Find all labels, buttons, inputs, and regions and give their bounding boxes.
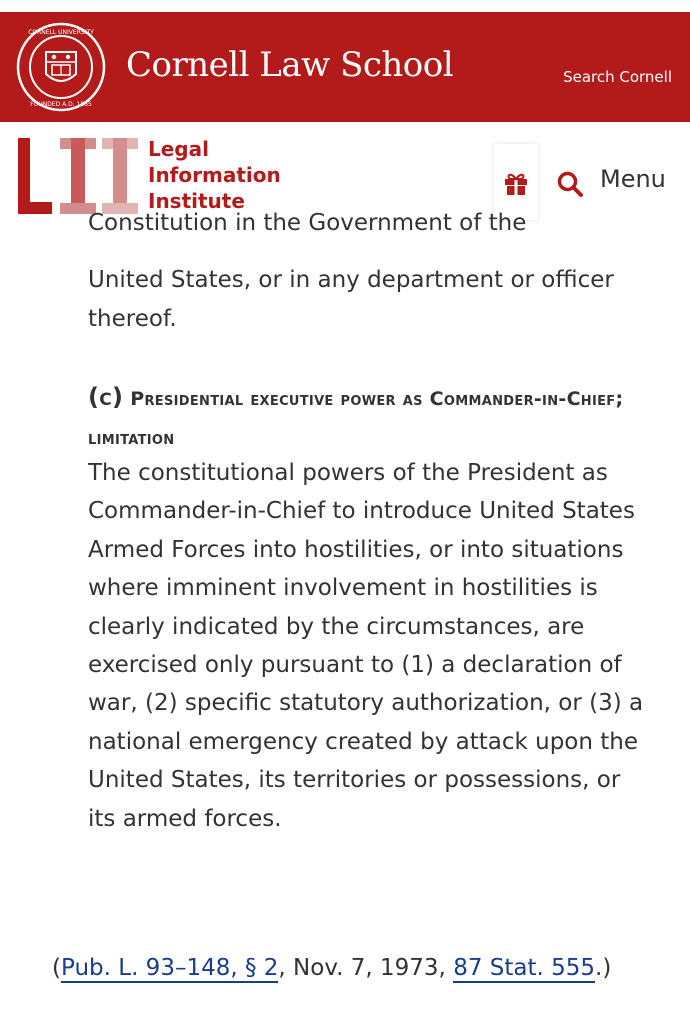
cutoff-text-line: [88, 210, 648, 238]
section-body: The constitutional powers of the President as Commander-in-Chief to introduce United States Armed Forces into hostilities, or into situations where imminent involvement in hostilities is clearly indicated by the circumstances, are exercised only pursuant to (1) a declaration of war, (2) specific statutory authorization, or (3) a national emergency created by attack upon the United States, its territories or possessions, or its armed forces.: [88, 460, 644, 832]
section-heading-text: Presidential executive power as Commander-in-Chief; limitation: [88, 388, 624, 449]
citation-close: .): [595, 955, 612, 981]
donate-button[interactable]: [494, 144, 538, 220]
cutoff-text: Constitution in the Government of the: [88, 210, 527, 236]
lii-name-line1: Legal: [148, 137, 209, 161]
search-icon[interactable]: [556, 170, 584, 198]
section-heading-letter: (c): [88, 383, 124, 411]
cornell-seal-logo[interactable]: [16, 22, 106, 112]
cornell-header-bar: [0, 12, 690, 122]
stat-link[interactable]: 87 Stat. 555: [453, 955, 596, 981]
lii-institute-name[interactable]: [148, 136, 281, 214]
svg-text:FOUNDED A.D. 1865: FOUNDED A.D. 1865: [30, 101, 92, 108]
lii-name-line3: Institute: [148, 189, 245, 213]
cornell-law-school-title[interactable]: Cornell Law School: [126, 45, 454, 85]
citation-date: , Nov. 7, 1973,: [278, 955, 454, 981]
gift-icon: [503, 170, 529, 196]
citation: [52, 950, 672, 986]
lii-name-line2: Information: [148, 163, 281, 187]
svg-text:CORNELL UNIVERSITY: CORNELL UNIVERSITY: [28, 29, 94, 36]
pub-law-link[interactable]: Pub. L. 93–148, § 2: [60, 955, 279, 981]
search-cornell-link[interactable]: Search Cornell: [563, 68, 672, 86]
menu-button[interactable]: Menu: [600, 165, 666, 193]
citation-open-paren: (: [52, 955, 61, 981]
previous-paragraph: United States, or in any department or officer thereof.: [88, 267, 614, 332]
lii-logo[interactable]: [18, 138, 138, 214]
section-heading: [88, 378, 648, 458]
